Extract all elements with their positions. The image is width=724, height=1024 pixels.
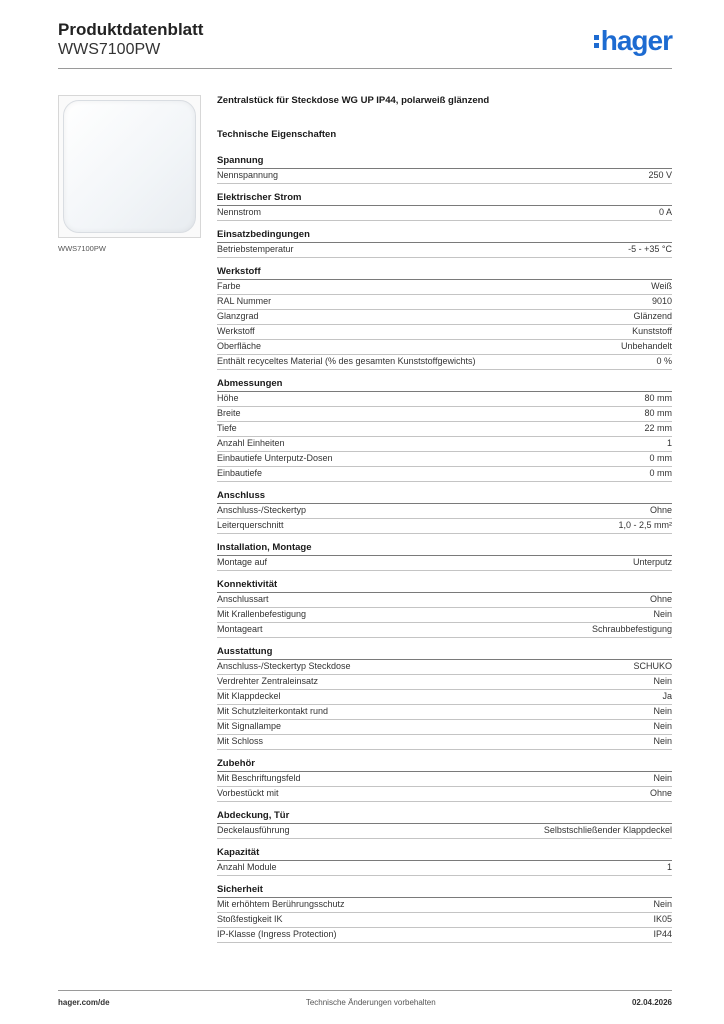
section-title: Ausstattung xyxy=(217,646,672,660)
logo-wordmark: hager xyxy=(600,25,672,56)
spec-row xyxy=(217,690,672,705)
spec-section xyxy=(217,810,672,839)
spec-label: Anschluss-/Steckertyp Steckdose xyxy=(217,661,351,671)
spec-value: Unbehandelt xyxy=(620,341,672,351)
spec-label: Leiterquerschnitt xyxy=(217,520,284,530)
spec-section xyxy=(217,884,672,943)
spec-label: Mit Schutzleiterkontakt rund xyxy=(217,706,329,716)
spec-row xyxy=(217,169,672,184)
spec-label: Einbautiefe xyxy=(217,468,263,478)
spec-row xyxy=(217,720,672,735)
section-title: Werkstoff xyxy=(217,266,672,280)
spec-row xyxy=(217,467,672,482)
spec-value: Nein xyxy=(653,773,672,783)
spec-value: Weiß xyxy=(651,281,672,291)
spec-row xyxy=(217,280,672,295)
spec-label: Einbautiefe Unterputz-Dosen xyxy=(217,453,333,463)
spec-row xyxy=(217,437,672,452)
hager-logo xyxy=(594,27,672,55)
spec-value: 9010 xyxy=(651,296,672,306)
spec-row xyxy=(217,407,672,422)
spec-section xyxy=(217,579,672,638)
spec-section xyxy=(217,155,672,184)
product-image xyxy=(58,95,201,238)
spec-row xyxy=(217,772,672,787)
spec-value: 250 V xyxy=(648,170,672,180)
spec-value: 0 A xyxy=(658,207,672,217)
spec-value: 80 mm xyxy=(644,393,672,403)
section-title: Zubehör xyxy=(217,758,672,772)
spec-value: Glänzend xyxy=(633,311,672,321)
spec-label: Anzahl Module xyxy=(217,862,277,872)
image-caption: WWS7100PW xyxy=(58,244,106,253)
spec-row xyxy=(217,913,672,928)
spec-label: Breite xyxy=(217,408,241,418)
spec-row xyxy=(217,243,672,258)
spec-label: Anzahl Einheiten xyxy=(217,438,285,448)
section-title: Einsatzbedingungen xyxy=(217,229,672,243)
spec-row xyxy=(217,556,672,571)
footer-date: 02.04.2026 xyxy=(631,998,672,1007)
spec-label: Glanzgrad xyxy=(217,311,259,321)
spec-label: Tiefe xyxy=(217,423,237,433)
document-footer xyxy=(58,998,672,1007)
spec-row xyxy=(217,310,672,325)
spec-row xyxy=(217,824,672,839)
spec-value: 1 xyxy=(666,862,672,872)
spec-value: Ja xyxy=(662,691,672,701)
spec-label: Enthält recyceltes Material (% des gesamten Kunststoffgewichts) xyxy=(217,356,476,366)
section-title: Abdeckung, Tür xyxy=(217,810,672,824)
spec-label: Werkstoff xyxy=(217,326,255,336)
logo-dots-icon xyxy=(594,35,599,48)
spec-value: Nein xyxy=(653,736,672,746)
footer-website[interactable]: hager.com/de xyxy=(58,998,110,1007)
section-title: Konnektivität xyxy=(217,579,672,593)
spec-value: Nein xyxy=(653,899,672,909)
spec-section xyxy=(217,378,672,482)
footer-divider xyxy=(58,990,672,991)
spec-row xyxy=(217,861,672,876)
spec-label: Mit Krallenbefestigung xyxy=(217,609,307,619)
spec-value: Unterputz xyxy=(632,557,672,567)
spec-value: Nein xyxy=(653,706,672,716)
spec-label: Nennstrom xyxy=(217,207,262,217)
spec-value: SCHUKO xyxy=(633,661,672,671)
spec-label: Deckelausführung xyxy=(217,825,290,835)
spec-value: Schraubbefestigung xyxy=(591,624,672,634)
spec-value: Kunststoff xyxy=(632,326,672,336)
socket-cover-image xyxy=(63,100,196,233)
spec-section xyxy=(217,490,672,534)
spec-label: Verdrehter Zentraleinsatz xyxy=(217,676,319,686)
spec-label: RAL Nummer xyxy=(217,296,272,306)
section-title: Kapazität xyxy=(217,847,672,861)
spec-row xyxy=(217,787,672,802)
tech-properties-heading: Technische Eigenschaften xyxy=(217,129,337,140)
spec-row xyxy=(217,355,672,370)
spec-label: IP-Klasse (Ingress Protection) xyxy=(217,929,337,939)
spec-label: Mit Beschriftungsfeld xyxy=(217,773,301,783)
spec-row xyxy=(217,452,672,467)
spec-label: Montageart xyxy=(217,624,263,634)
spec-value: 22 mm xyxy=(644,423,672,433)
spec-label: Höhe xyxy=(217,393,239,403)
spec-row xyxy=(217,735,672,750)
section-title: Anschluss xyxy=(217,490,672,504)
spec-value: -5 - +35 °C xyxy=(628,244,672,254)
spec-value: Nein xyxy=(653,721,672,731)
spec-label: Mit erhöhtem Berührungsschutz xyxy=(217,899,345,909)
spec-label: Anschlussart xyxy=(217,594,269,604)
spec-value: 1 xyxy=(666,438,672,448)
spec-row xyxy=(217,928,672,943)
spec-section xyxy=(217,192,672,221)
spec-label: Stoßfestigkeit IK xyxy=(217,914,283,924)
spec-label: Oberfläche xyxy=(217,341,262,351)
spec-row xyxy=(217,519,672,534)
spec-row xyxy=(217,660,672,675)
spec-row xyxy=(217,206,672,221)
document-title: Produktdatenblatt xyxy=(58,20,204,39)
section-title: Installation, Montage xyxy=(217,542,672,556)
spec-row xyxy=(217,608,672,623)
spec-sections xyxy=(217,155,672,943)
spec-row xyxy=(217,675,672,690)
spec-value: 80 mm xyxy=(644,408,672,418)
spec-label: Anschluss-/Steckertyp xyxy=(217,505,307,515)
product-code: WWS7100PW xyxy=(58,41,161,58)
spec-section xyxy=(217,646,672,750)
spec-value: Ohne xyxy=(649,594,672,604)
spec-section xyxy=(217,266,672,370)
spec-label: Vorbestückt mit xyxy=(217,788,279,798)
spec-row xyxy=(217,422,672,437)
spec-label: Mit Klappdeckel xyxy=(217,691,281,701)
spec-row xyxy=(217,504,672,519)
spec-value: Ohne xyxy=(649,505,672,515)
spec-section xyxy=(217,229,672,258)
spec-label: Farbe xyxy=(217,281,241,291)
spec-row xyxy=(217,340,672,355)
footer-disclaimer: Technische Änderungen vorbehalten xyxy=(305,998,436,1007)
spec-label: Mit Schloss xyxy=(217,736,264,746)
spec-label: Betriebstemperatur xyxy=(217,244,294,254)
spec-section xyxy=(217,542,672,571)
spec-row xyxy=(217,705,672,720)
spec-row xyxy=(217,593,672,608)
section-title: Spannung xyxy=(217,155,672,169)
document-header xyxy=(58,20,203,59)
spec-row xyxy=(217,623,672,638)
section-title: Abmessungen xyxy=(217,378,672,392)
spec-label: Montage auf xyxy=(217,557,268,567)
spec-row xyxy=(217,392,672,407)
spec-value: 0 % xyxy=(656,356,672,366)
spec-value: 0 mm xyxy=(649,468,672,478)
product-description: Zentralstück für Steckdose WG UP IP44, polarweiß glänzend xyxy=(217,95,490,106)
header-divider xyxy=(58,68,672,69)
spec-value: Ohne xyxy=(649,788,672,798)
section-title: Elektrischer Strom xyxy=(217,192,672,206)
spec-value: Selbstschließender Klappdeckel xyxy=(543,825,672,835)
spec-content xyxy=(217,95,672,951)
spec-value: Nein xyxy=(653,676,672,686)
spec-label: Mit Signallampe xyxy=(217,721,282,731)
spec-value: 1,0 - 2,5 mm² xyxy=(618,520,672,530)
spec-section xyxy=(217,847,672,876)
spec-label: Nennspannung xyxy=(217,170,279,180)
spec-value: 0 mm xyxy=(649,453,672,463)
spec-value: IP44 xyxy=(653,929,672,939)
spec-row xyxy=(217,295,672,310)
spec-row xyxy=(217,898,672,913)
spec-section xyxy=(217,758,672,802)
spec-value: Nein xyxy=(653,609,672,619)
spec-value: IK05 xyxy=(653,914,672,924)
section-title: Sicherheit xyxy=(217,884,672,898)
spec-row xyxy=(217,325,672,340)
